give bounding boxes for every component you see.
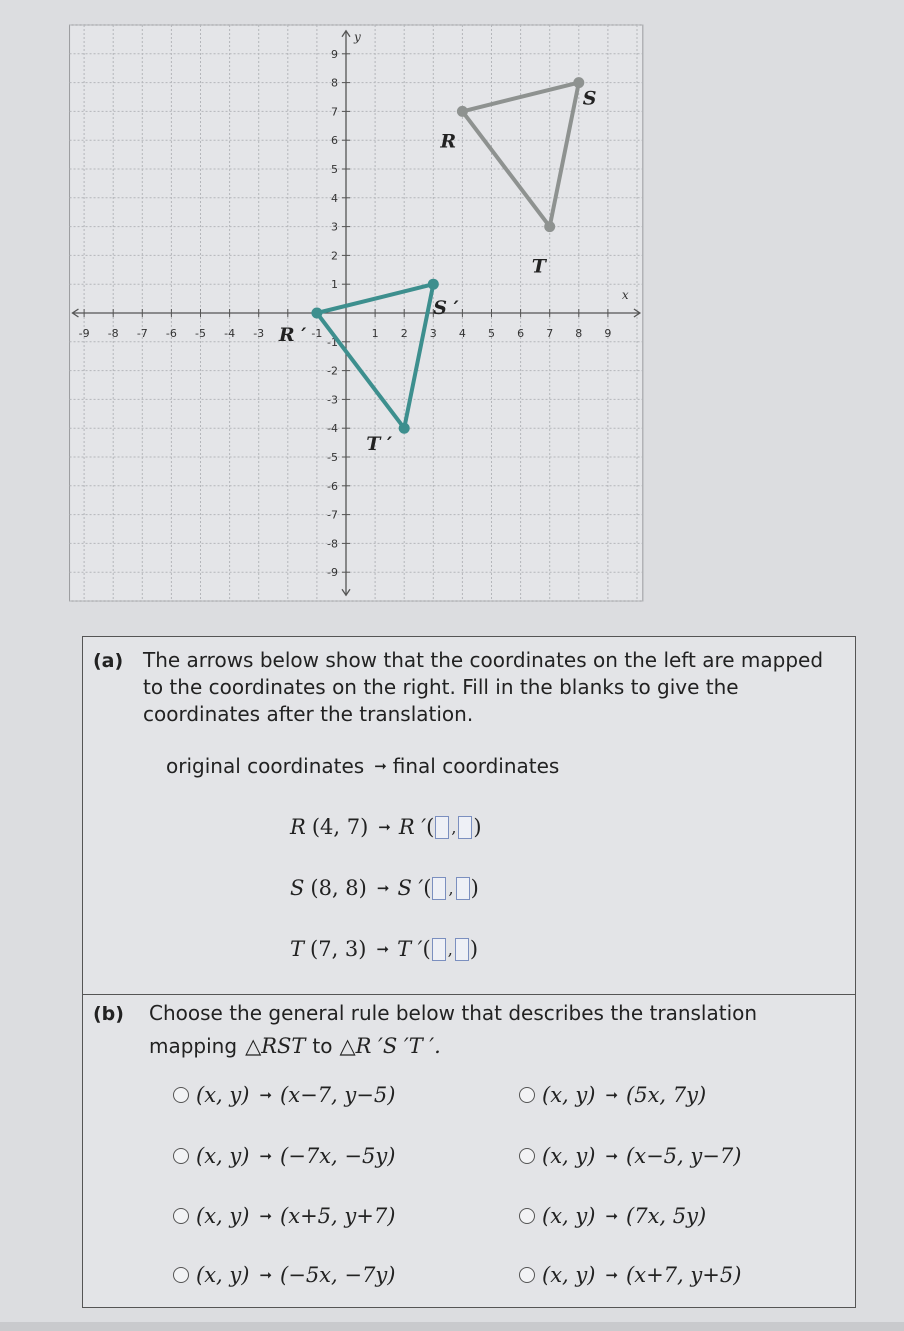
- vertex-point: [457, 106, 468, 117]
- rule-lhs: (x, y): [196, 1263, 250, 1287]
- vertex-label: T ′: [366, 433, 392, 456]
- bottom-edge: [0, 1322, 904, 1331]
- x-tick-label: -7: [136, 327, 148, 340]
- orig-point-coords: (8, 8): [310, 876, 367, 900]
- vertex-point: [311, 308, 322, 319]
- rule-rhs: (x−7, y−5): [280, 1083, 396, 1107]
- y-tick-label: -8: [327, 537, 338, 551]
- part-a-label: (a): [93, 650, 124, 672]
- y-tick-label: 7: [331, 105, 338, 119]
- y-tick-label: -5: [327, 451, 338, 464]
- radio-button[interactable]: [173, 1148, 189, 1164]
- arrow-icon: ➞: [376, 940, 390, 958]
- orig-point-name: S: [290, 876, 305, 900]
- x-tick-label: -5: [195, 327, 206, 340]
- y-tick-label: -6: [327, 479, 338, 493]
- vertex-label: T: [531, 255, 546, 278]
- x-tick-label: 4: [458, 327, 466, 340]
- rule-rhs: (7x, 5y): [626, 1204, 707, 1228]
- orig-point-name: R: [290, 815, 306, 839]
- part-b-question-line1: Choose the general rule below that describes the translation: [149, 1001, 758, 1025]
- arrow-icon: ➞: [259, 1147, 273, 1165]
- image-point-name: S ′: [397, 876, 424, 900]
- arrow-icon: ➞: [259, 1207, 273, 1225]
- rule-option-7[interactable]: [173, 1263, 395, 1287]
- orig-point-coords: (4, 7): [311, 815, 369, 839]
- radio-button[interactable]: [519, 1087, 535, 1103]
- radio-button[interactable]: [519, 1148, 535, 1164]
- part-b-question-line2: [149, 1033, 441, 1060]
- y-tick-label: -3: [327, 393, 338, 407]
- part-a-panel: [82, 636, 856, 996]
- y-tick-label: 6: [331, 134, 338, 148]
- mapping-row-r: R (4, 7) ➞ R ′ ( , ): [290, 815, 482, 839]
- arrow-icon: ➞: [605, 1147, 619, 1165]
- header-final: final coordinates: [392, 754, 560, 778]
- graph-svg: [0, 0, 904, 620]
- rule-rhs: (−5x, −7y): [280, 1263, 396, 1287]
- orig-point-coords: (7, 3): [310, 937, 367, 961]
- vertex-point: [399, 423, 410, 434]
- x-tick-label: 8: [575, 327, 583, 340]
- rule-option-2[interactable]: [519, 1083, 706, 1107]
- y-tick-label: 4: [331, 191, 338, 205]
- radio-button[interactable]: [519, 1208, 535, 1224]
- to-triangle: △R ′S ′T ′.: [339, 1034, 441, 1058]
- blank-t-x[interactable]: [432, 938, 446, 961]
- y-tick-label: -7: [327, 508, 338, 522]
- coordinate-plane: [0, 0, 904, 620]
- vertex-point: [428, 279, 439, 290]
- orig-point-name: T: [290, 937, 305, 961]
- vertex-label: R: [440, 130, 457, 153]
- y-tick-label: 8: [331, 76, 338, 90]
- vertex-point: [544, 221, 555, 232]
- blank-r-y[interactable]: [458, 816, 472, 839]
- blank-t-y[interactable]: [455, 938, 469, 961]
- rule-lhs: (x, y): [542, 1083, 596, 1107]
- question-prefix: mapping: [149, 1034, 238, 1058]
- radio-button[interactable]: [173, 1087, 189, 1103]
- arrow-icon: ➞: [374, 757, 387, 775]
- rule-option-4[interactable]: [519, 1144, 741, 1168]
- from-triangle: △RST: [245, 1034, 306, 1058]
- arrow-icon: ➞: [259, 1086, 273, 1104]
- x-tick-label: 7: [546, 327, 554, 340]
- arrow-icon: ➞: [605, 1207, 619, 1225]
- header-original: original coordinates: [166, 754, 365, 778]
- x-tick-label: 6: [517, 327, 525, 340]
- x-tick-label: 5: [488, 327, 495, 340]
- x-tick-label: -9: [78, 327, 90, 340]
- mapping-row-s: S (8, 8) ➞ S ′ ( , ): [290, 876, 479, 900]
- mapping-row-t: T (7, 3) ➞ T ′ ( , ): [290, 937, 479, 961]
- y-tick-label: 3: [331, 220, 338, 234]
- rule-lhs: (x, y): [542, 1263, 596, 1287]
- blank-r-x[interactable]: [435, 816, 449, 839]
- x-tick-label: 2: [400, 327, 408, 340]
- arrow-icon: ➞: [605, 1266, 619, 1284]
- blank-s-y[interactable]: [456, 877, 470, 900]
- x-tick-label: -6: [165, 327, 177, 340]
- radio-button[interactable]: [173, 1267, 189, 1283]
- rule-lhs: (x, y): [196, 1144, 250, 1168]
- rule-lhs: (x, y): [196, 1204, 250, 1228]
- y-tick-label: 2: [331, 249, 338, 263]
- x-tick-label: 9: [604, 327, 612, 340]
- arrow-icon: ➞: [259, 1266, 273, 1284]
- rule-rhs: (−7x, −5y): [280, 1144, 396, 1168]
- rule-lhs: (x, y): [542, 1204, 596, 1228]
- y-tick-label: 5: [331, 163, 338, 176]
- vertex-label: S: [582, 87, 597, 110]
- y-axis-label: y: [354, 29, 361, 44]
- x-tick-label: -4: [224, 327, 236, 340]
- x-tick-label: -3: [253, 327, 265, 340]
- vertex-label: R ′: [278, 324, 307, 346]
- y-tick-label: -2: [327, 364, 338, 378]
- to-word: to: [312, 1034, 333, 1058]
- y-tick-label: 9: [331, 47, 338, 61]
- y-tick-label: 1: [331, 278, 338, 292]
- rule-rhs: (x+5, y+7): [280, 1204, 396, 1228]
- rule-lhs: (x, y): [196, 1083, 250, 1107]
- vertex-label: S ′: [433, 297, 459, 320]
- part-a-instructions: The arrows below show that the coordinates on the left are mapped to the coordinates on the right. Fill in the blanks to give the coordinates after the translation.: [143, 648, 824, 726]
- rule-option-1[interactable]: [173, 1083, 395, 1107]
- part-b-panel: [82, 994, 856, 1308]
- x-tick-label: -1: [311, 327, 323, 340]
- image-point-name: R ′: [398, 815, 427, 839]
- arrow-icon: ➞: [378, 818, 391, 836]
- image-point-name: T ′: [397, 937, 423, 961]
- rule-option-3[interactable]: [173, 1144, 395, 1168]
- rule-option-8[interactable]: [519, 1263, 741, 1287]
- x-tick-label: 1: [371, 327, 379, 340]
- y-tick-label: -1: [327, 335, 338, 349]
- part-b-label: (b): [93, 1003, 124, 1025]
- x-tick-label: 3: [429, 327, 437, 340]
- blank-s-x[interactable]: [432, 877, 446, 900]
- arrow-icon: ➞: [376, 879, 390, 897]
- x-tick-label: -8: [107, 327, 119, 340]
- rule-lhs: (x, y): [542, 1144, 596, 1168]
- radio-button[interactable]: [519, 1267, 535, 1283]
- arrow-icon: ➞: [605, 1086, 619, 1104]
- rule-option-5[interactable]: [173, 1204, 395, 1228]
- y-tick-label: -4: [327, 422, 338, 436]
- rule-rhs: (x+7, y+5): [626, 1263, 742, 1287]
- rule-option-6[interactable]: [519, 1204, 706, 1228]
- mapping-header: [166, 754, 559, 778]
- y-tick-label: -9: [327, 566, 338, 580]
- rule-rhs: (x−5, y−7): [626, 1144, 742, 1168]
- x-axis-label: x: [621, 288, 629, 302]
- rule-rhs: (5x, 7y): [626, 1083, 707, 1107]
- radio-button[interactable]: [173, 1208, 189, 1224]
- vertex-point: [573, 77, 584, 88]
